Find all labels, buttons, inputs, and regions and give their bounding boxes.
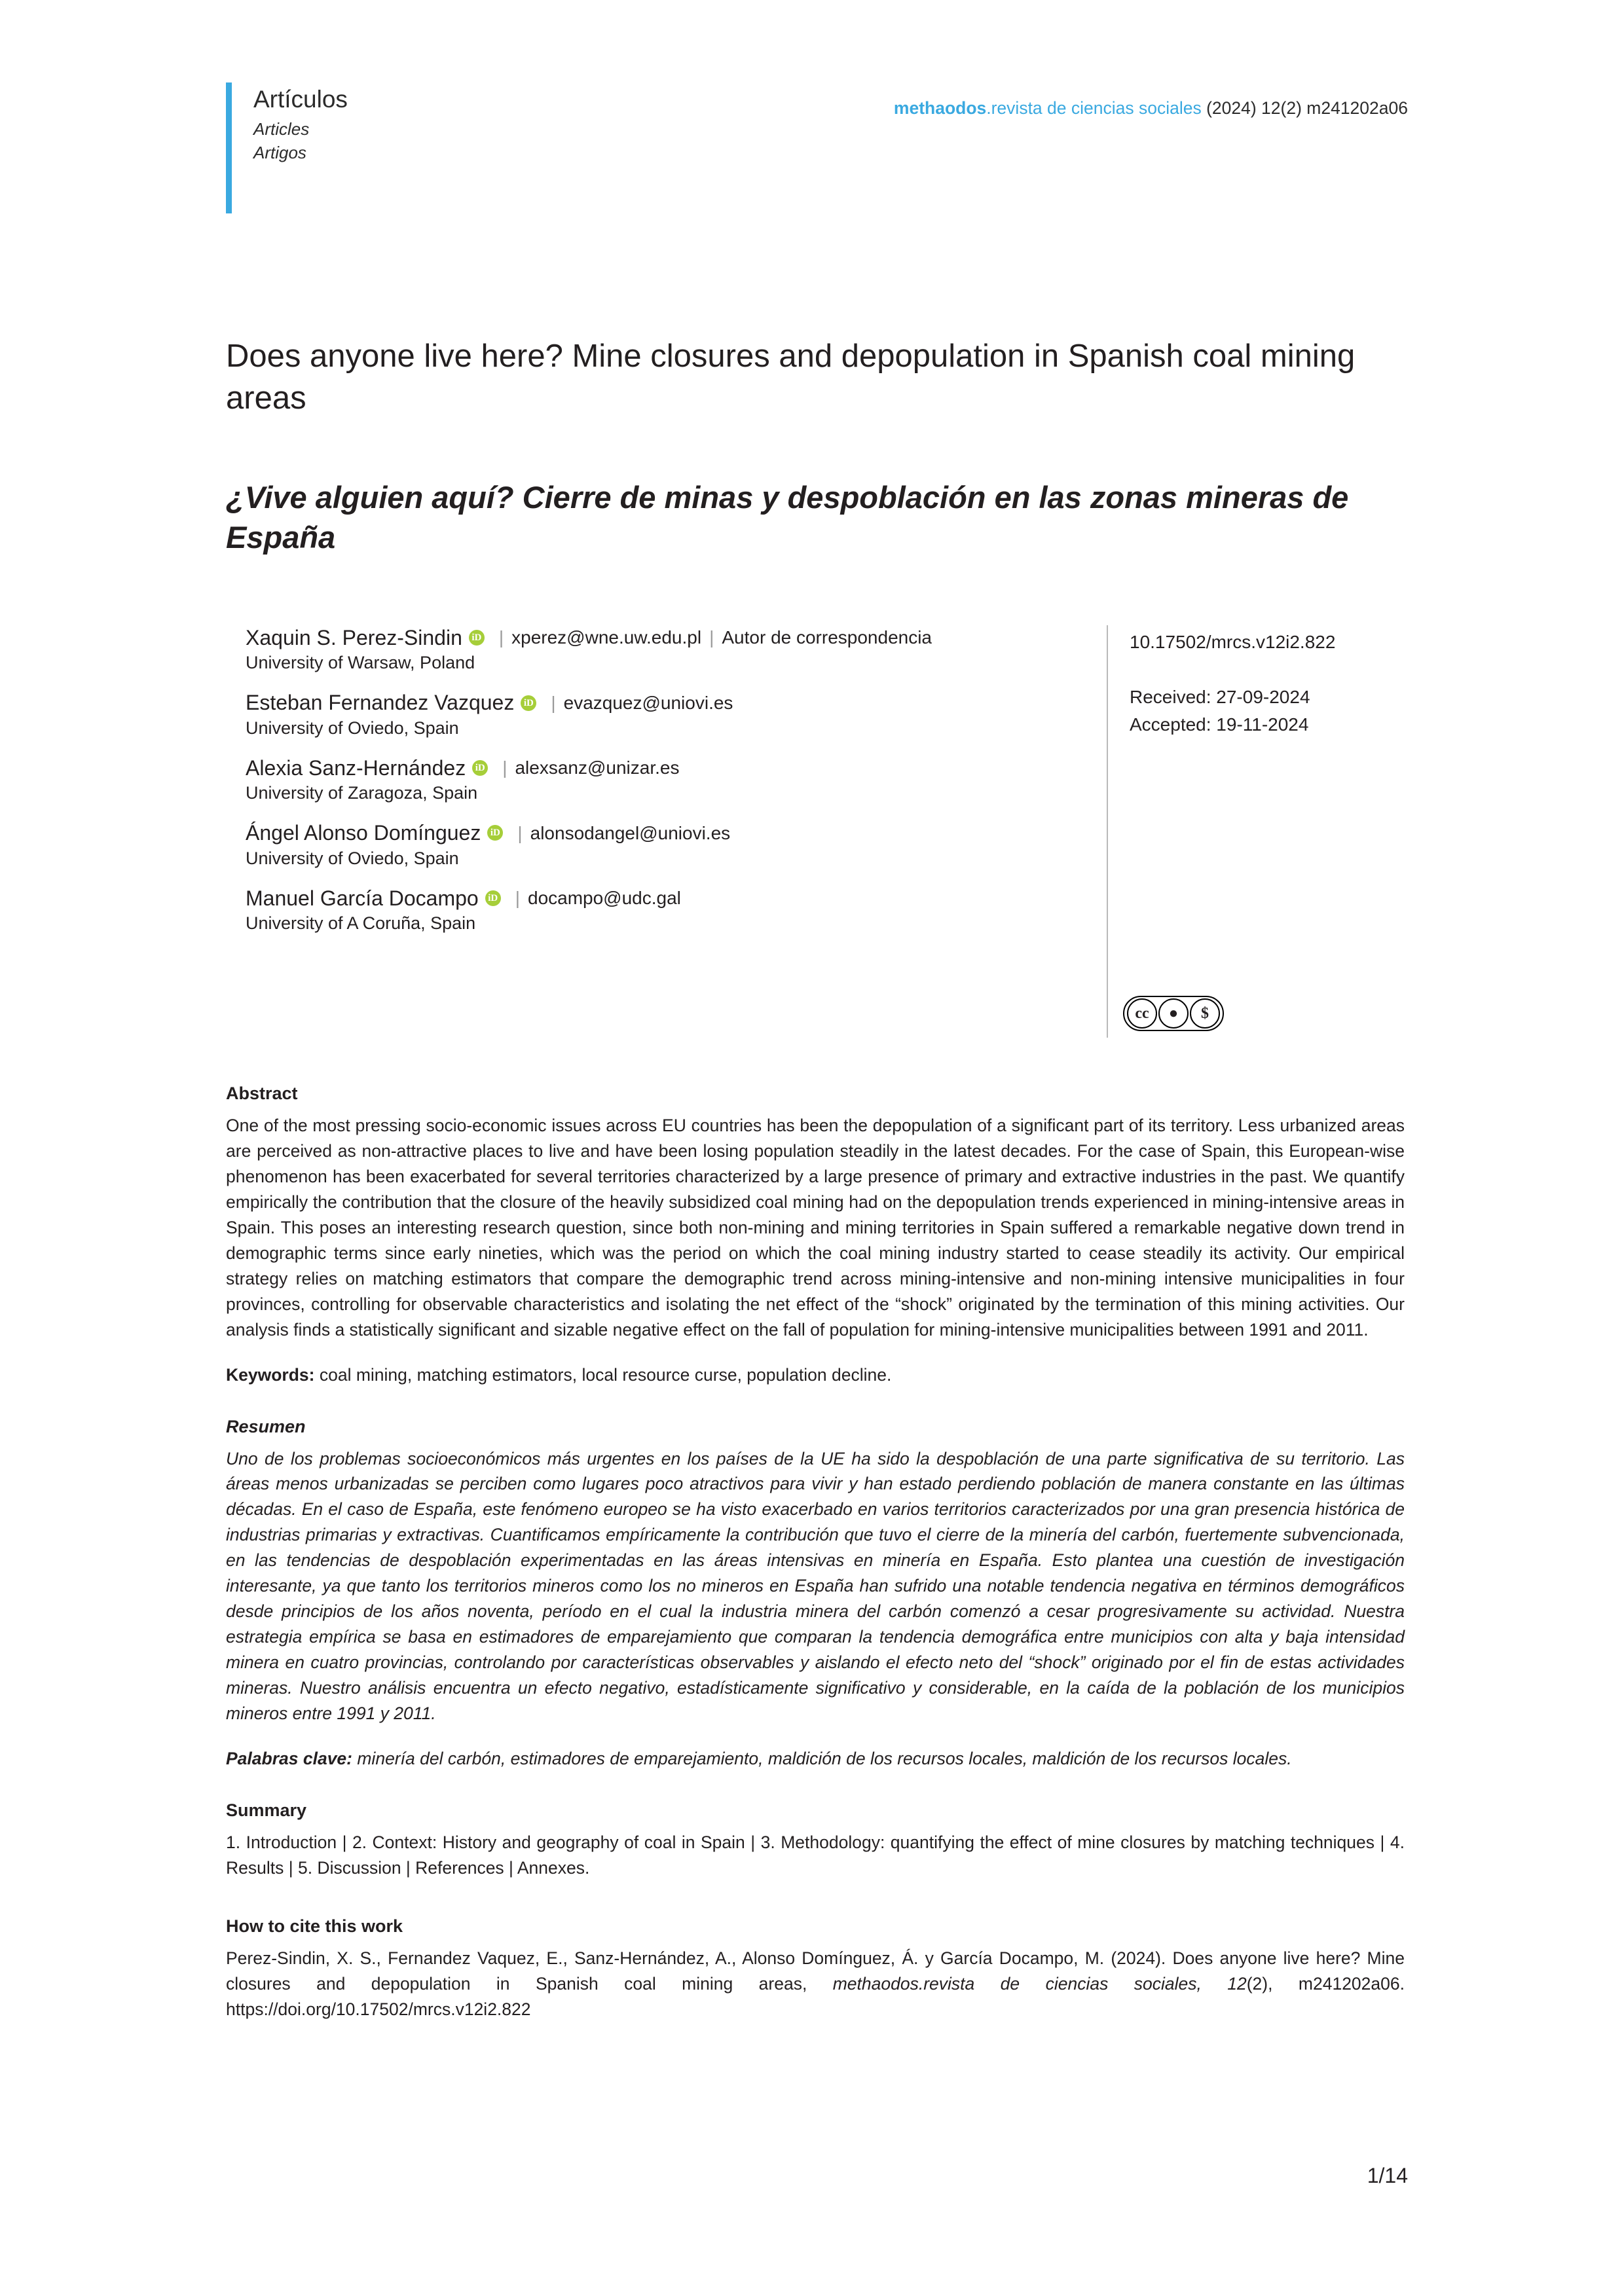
author-name: Esteban Fernandez Vazquez — [246, 691, 515, 715]
cc-nc-icon: $ — [1190, 998, 1220, 1029]
author-name: Ángel Alonso Domínguez — [246, 821, 481, 845]
keywords-line — [226, 1362, 1405, 1388]
author-name: Manuel García Docampo — [246, 886, 479, 910]
cc-badge — [1123, 996, 1224, 1031]
resumen-heading: Resumen — [226, 1416, 306, 1436]
citation-part-two: (2), m241202a06. https://doi.org/10.17502/mrcs.v12i2.822 — [226, 1973, 1405, 2019]
vertical-divider — [1107, 625, 1108, 1038]
author-entry — [246, 690, 1097, 738]
received-date: Received: 27-09-2024 — [1130, 687, 1310, 707]
author-email[interactable]: docampo@udc.gal — [528, 887, 681, 908]
author-entry — [246, 820, 1097, 868]
journal-name-bold: methaodos — [893, 98, 987, 118]
corresponding-author-note: Autor de correspondencia — [722, 627, 932, 648]
divider: | — [551, 692, 556, 713]
author-affiliation: University of Warsaw, Poland — [246, 653, 475, 673]
author-affiliation: University of Oviedo, Spain — [246, 718, 459, 738]
summary-heading: Summary — [226, 1800, 307, 1820]
divider: | — [502, 757, 507, 778]
palabras-clave-label: Palabras clave: — [226, 1749, 352, 1769]
author-entry — [246, 625, 1097, 673]
article-metadata — [1130, 629, 1536, 738]
orcid-icon[interactable]: iD — [487, 825, 503, 841]
section-label-en: Articles — [253, 118, 310, 139]
citation-journal: methaodos.revista de ciencias sociales, 12 — [832, 1973, 1247, 1994]
journal-reference — [894, 98, 1408, 118]
citation-part-one: Perez-Sindin, X. S., Fernandez Vaquez, E., Sanz-Hernández, A., Alonso Domínguez, Á. y García Docampo, M. (2024). Does anyone live here? Mine closures and depopulation in Spanish coal mining areas, — [226, 1948, 1405, 1994]
orcid-icon[interactable]: iD — [485, 890, 501, 906]
summary-text: 1. Introduction | 2. Context: History and geography of coal in Spain | 3. Methodology: quantifying the effect of mine closures by matching techniques | 4. Results | 5. Discussion | References | Annexes. — [226, 1832, 1405, 1878]
divider: | — [515, 887, 520, 908]
abstract-heading: Abstract — [226, 1084, 298, 1103]
page-title-spanish: ¿Vive alguien aquí? Cierre de minas y despoblación en las zonas mineras de España — [226, 480, 1349, 555]
author-affiliation: University of Zaragoza, Spain — [246, 783, 478, 803]
cc-by-icon: ● — [1158, 998, 1189, 1029]
palabras-clave-line — [226, 1746, 1405, 1772]
journal-issue-meta: (2024) 12(2) m241202a06 — [1201, 98, 1408, 118]
cc-icon: cc — [1127, 998, 1157, 1029]
author-affiliation: University of Oviedo, Spain — [246, 848, 459, 868]
header-section-labels — [253, 82, 348, 165]
page-header — [226, 71, 1408, 189]
divider: | — [517, 822, 523, 843]
author-entry — [246, 756, 1097, 803]
article-body — [226, 1084, 1405, 2022]
author-list — [246, 625, 1097, 951]
divider: | — [498, 627, 504, 648]
author-email[interactable]: alexsanz@unizar.es — [515, 757, 680, 778]
author-email[interactable]: evazquez@uniovi.es — [563, 692, 733, 713]
page-title-english: Does anyone live here? Mine closures and depopulation in Spanish coal mining areas — [226, 338, 1356, 416]
author-name: Xaquin S. Perez-Sindin — [246, 626, 462, 649]
doi-value[interactable]: 10.17502/mrcs.v12i2.822 — [1130, 632, 1336, 652]
how-to-cite-text — [226, 1946, 1405, 2022]
divider: | — [709, 627, 714, 648]
creative-commons-license[interactable] — [1123, 995, 1254, 1032]
keywords-text: coal mining, matching estimators, local resource curse, population decline. — [314, 1364, 892, 1385]
author-name: Alexia Sanz-Hernández — [246, 756, 466, 780]
orcid-icon[interactable]: iD — [469, 630, 485, 646]
author-email[interactable]: alonsodangel@uniovi.es — [530, 822, 731, 843]
orcid-icon[interactable]: iD — [521, 695, 536, 711]
author-email[interactable]: xperez@wne.uw.edu.pl — [511, 627, 702, 648]
author-entry — [246, 886, 1097, 934]
accepted-date: Accepted: 19-11-2024 — [1130, 714, 1309, 735]
keywords-label: Keywords: — [226, 1364, 315, 1385]
page-number: 1/14 — [1367, 2164, 1408, 2187]
resumen-text: Uno de los problemas socioeconómicos más urgentes en los países de la UE ha sido la despoblación de una parte significativa de su territorio. Las áreas menos urbanizadas se perciben como lugares poco atractivos para vivir y han estado perdiendo población de manera constante en las últimas décadas. En el caso de España, este fenómeno europeo se ha visto exacerbado en varios territorios caracterizados por una gran presencia histórica de industrias primarias y extractivas. Cuantificamos empíricamente la contribución que tuvo el cierre de la minería del carbón, fuertemente subvencionada, en las tendencias de despoblación experimentadas en las áreas intensivas en minería en España. Esto plantea una cuestión de investigación interesante, ya que tanto los territorios mineros como los no mineros en España han sufrido una notable tendencia negativa en términos demográficos desde principios de los años noventa, período en el cual la industria minera del carbón comenzó a cesar progresivamente su actividad. Nuestra estrategia empírica se basa en estimadores de emparejamiento que comparan la tendencia demográfica entre municipios con alta y baja intensidad minera en cuatro provincias, controlando por características observables y aislando el efecto neto del “shock” originado por el fin de estas actividades mineras. Nuestro análisis encuentra un efecto negativo, estadísticamente significativo y considerable, en la caída de la población de los municipios mineros entre 1991 y 2011. — [226, 1448, 1405, 1724]
palabras-clave-text: minería del carbón, estimadores de emparejamiento, maldición de los recursos locales, maldición de los recursos locales. — [352, 1749, 1292, 1769]
journal-name-rest: .revista de ciencias sociales — [986, 98, 1202, 118]
orcid-icon[interactable]: iD — [472, 760, 488, 776]
abstract-text: One of the most pressing socio-economic issues across EU countries has been the depopulation of a significant part of its territory. Less urbanized areas are perceived as non-attractive places to live and have been losing population steadily in the latest decades. For the case of Spain, this European-wise phenomenon has been exacerbated for several territories characterized by a large presence of primary and extractive industries in the past. We quantify empirically the contribution that the closure of the heavily subsidized coal mining had on the depopulation trends experienced in mining-intensive areas in Spain. This poses an interesting research question, since both non-mining and mining territories in Spain suffered a remarkable negative down trend in demographic terms since early nineties, which was the period on which the coal mining industry started to cease steadily its activity. Our empirical strategy relies on matching estimators that compare the demographic trend across mining-intensive and non-mining intensive municipalities in four provinces, controlling for observable characteristics and isolating the net effect of the “shock” originated by the termination of this mining activities. Our analysis finds a statistically significant and sizable negative effect on the fall of population for mining-intensive municipalities between 1991 and 2011. — [226, 1116, 1405, 1339]
how-to-cite-heading: How to cite this work — [226, 1916, 403, 1936]
author-affiliation: University of A Coruña, Spain — [246, 913, 476, 933]
header-accent-bar — [226, 82, 232, 213]
section-label-es: Artículos — [253, 86, 348, 113]
section-label-pt: Artigos — [253, 143, 306, 163]
